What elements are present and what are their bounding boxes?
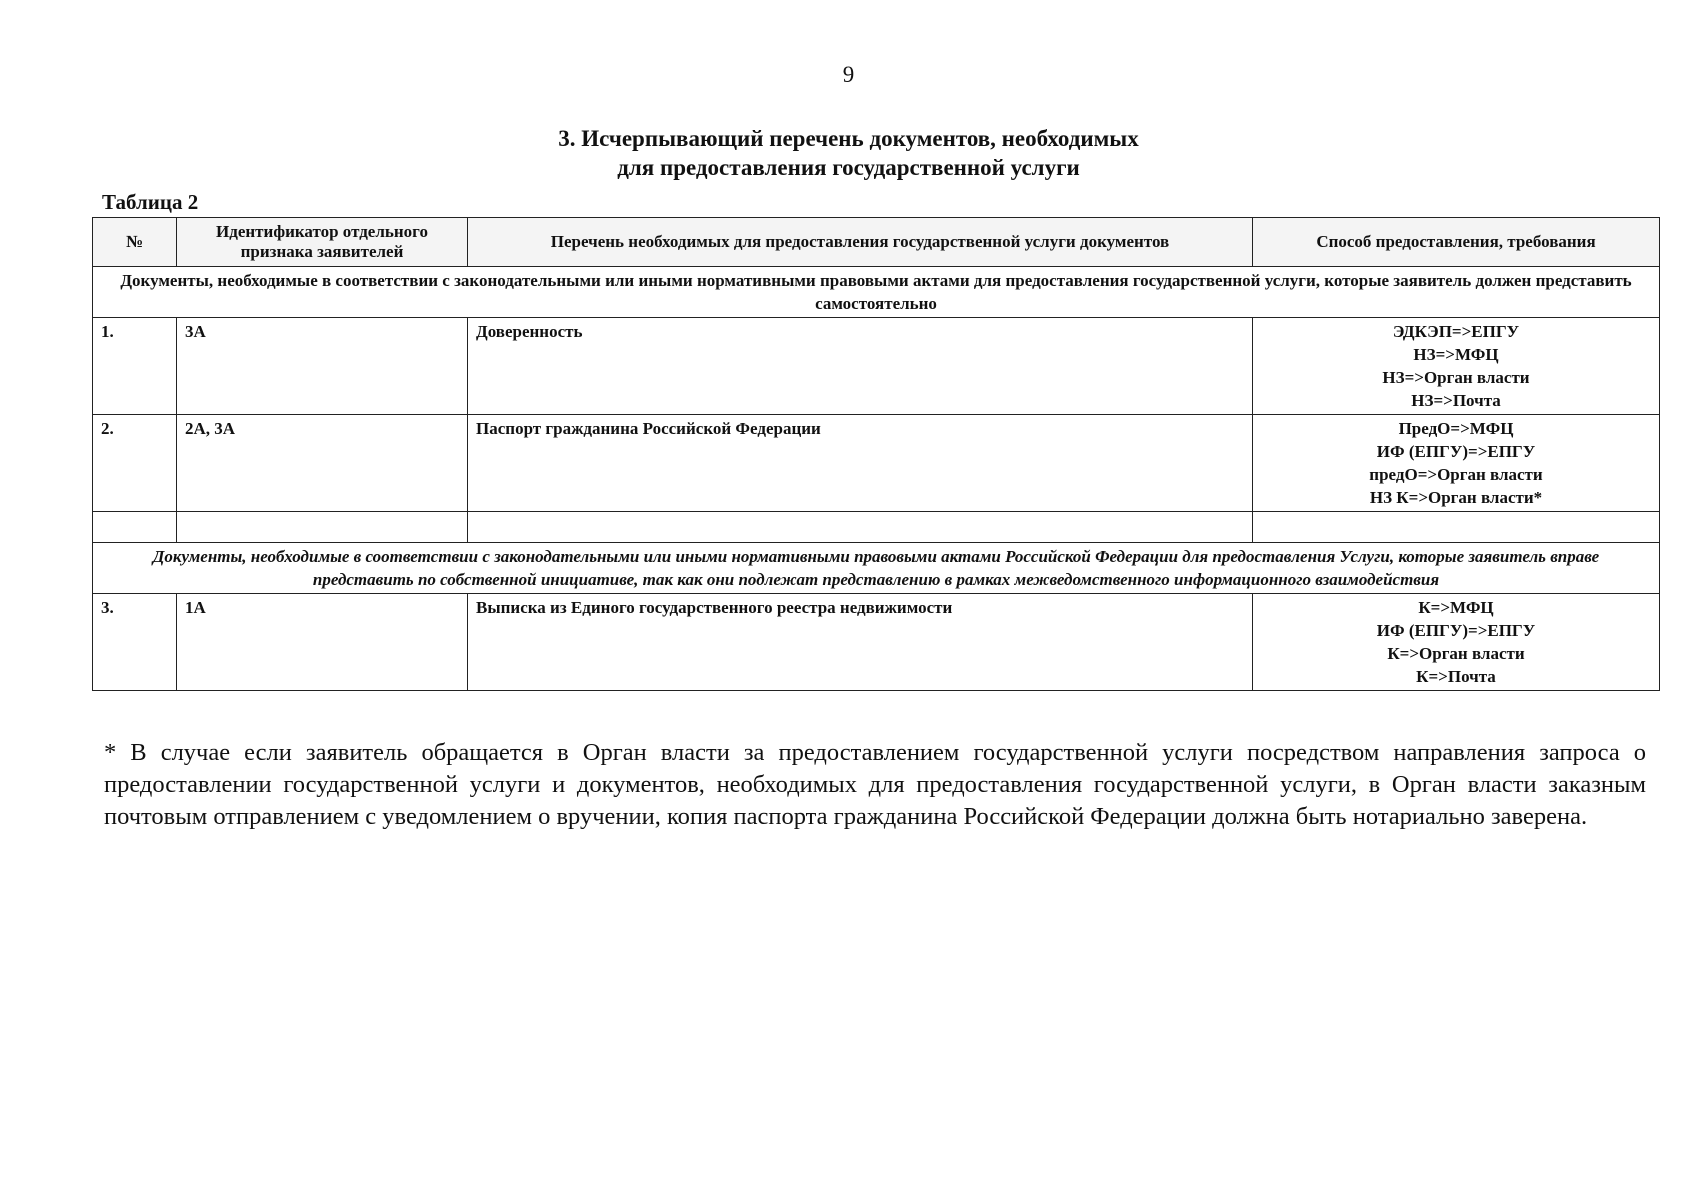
table-row	[93, 594, 1660, 691]
method-line: НЗ=>Почта	[1411, 391, 1501, 410]
row-num: 2.	[93, 415, 177, 512]
method-line: К=>МФЦ	[1418, 598, 1494, 617]
table-row	[93, 415, 1660, 512]
empty-cell	[93, 512, 177, 543]
row-num: 1.	[93, 318, 177, 415]
section-title-line-2: для предоставления государственной услуги	[617, 155, 1080, 180]
empty-table-row	[93, 512, 1660, 543]
method-line: НЗ=>МФЦ	[1413, 345, 1499, 364]
documents-table	[92, 217, 1660, 691]
table-row	[93, 318, 1660, 415]
method-line: ПредО=>МФЦ	[1398, 419, 1514, 438]
section-title-line-1: 3. Исчерпывающий перечень документов, необходимых	[558, 126, 1139, 151]
method-line: ИФ (ЕПГУ)=>ЕПГУ	[1376, 621, 1536, 640]
method-line: предО=>Орган власти	[1369, 465, 1543, 484]
empty-cell	[468, 512, 1253, 543]
group-row-optional	[93, 543, 1660, 594]
header-documents: Перечень необходимых для предоставления государственной услуги документов	[468, 218, 1253, 267]
row-document: Доверенность	[468, 318, 1253, 415]
footnote: * В случае если заявитель обращается в Орган власти за предоставлением государственной услуги посредством направления запроса о предоставлении государственной услуги и документов, необходимых для предоставления государственной услуги, в Орган власти заказным почтовым отправлением с уведомлением о вручении, копия паспорта гражданина Российской Федерации должна быть нотариально заверена.	[104, 739, 1646, 830]
row-identifier: 1А	[177, 594, 468, 691]
method-line: НЗ К=>Орган власти*	[1369, 488, 1543, 507]
row-methods	[1253, 415, 1660, 512]
table-header-row	[93, 218, 1660, 267]
group-heading-optional: Документы, необходимые в соответствии с законодательными или иными нормативными правовыми актами Российской Федерации для предоставления Услуги, которые заявитель вправе представить по собственной инициативе, так как они подлежат представлению в рамках межведомственного информационного взаимодействия	[93, 543, 1660, 594]
method-line: ЭДКЭП=>ЕПГУ	[1392, 322, 1520, 341]
row-identifier: 3А	[177, 318, 468, 415]
page-number: 9	[842, 62, 855, 87]
row-methods	[1253, 318, 1660, 415]
row-num: 3.	[93, 594, 177, 691]
row-document: Выписка из Единого государственного реестра недвижимости	[468, 594, 1253, 691]
group-row-mandatory	[93, 267, 1660, 318]
method-line: К=>Орган власти	[1387, 644, 1525, 663]
group-heading-mandatory: Документы, необходимые в соответствии с законодательными или иными нормативными правовыми актами для предоставления государственной услуги, которые заявитель должен представить самостоятельно	[93, 267, 1660, 318]
row-document: Паспорт гражданина Российской Федерации	[468, 415, 1253, 512]
method-line: К=>Почта	[1416, 667, 1496, 686]
method-line: ИФ (ЕПГУ)=>ЕПГУ	[1376, 442, 1536, 461]
empty-cell	[1253, 512, 1660, 543]
section-title	[0, 124, 1697, 182]
row-methods	[1253, 594, 1660, 691]
table-caption: Таблица 2	[102, 190, 199, 214]
method-line: НЗ=>Орган власти	[1382, 368, 1530, 387]
header-method: Способ предоставления, требования	[1253, 218, 1660, 267]
header-identifier: Идентификатор отдельного признака заявителей	[177, 218, 468, 267]
header-num: №	[93, 218, 177, 267]
row-identifier: 2А, 3А	[177, 415, 468, 512]
empty-cell	[177, 512, 468, 543]
